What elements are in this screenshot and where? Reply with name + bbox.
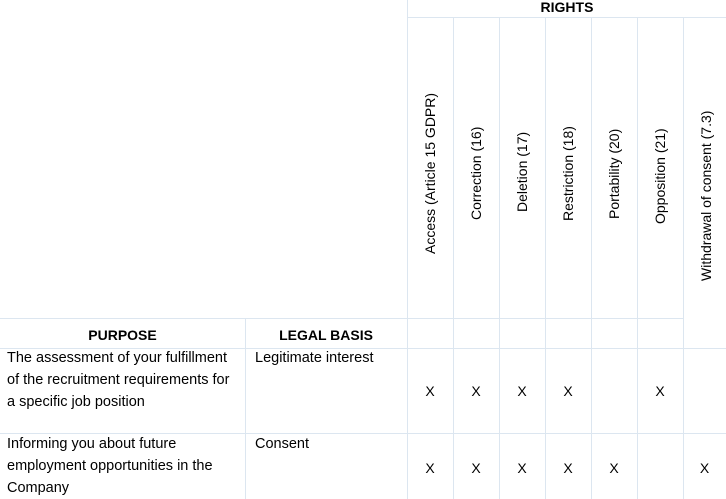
row-1-mark-restriction: X [563, 383, 573, 399]
right-header-deletion: Deletion (17) [514, 131, 530, 212]
right-header-restriction: Restriction (18) [560, 126, 576, 221]
row-1-mark-access: X [425, 383, 435, 399]
row-2-mark-deletion: X [517, 460, 527, 476]
row-2-mark-withdrawal: X [699, 460, 710, 476]
row-2-mark-correction: X [471, 460, 481, 476]
purpose-header: PURPOSE [88, 327, 157, 343]
right-header-portability: Portability (20) [606, 128, 622, 219]
row-2-mark-portability: X [609, 460, 619, 476]
grid-line [408, 17, 726, 18]
right-header-access: Access (Article 15 GDPR) [422, 92, 438, 254]
grid-line [683, 17, 684, 499]
right-header-withdrawal: Withdrawal of consent (7.3) [698, 110, 714, 281]
right-header-correction: Correction (16) [468, 126, 484, 220]
row-2-mark-restriction: X [563, 460, 573, 476]
row-2-mark-access: X [425, 460, 435, 476]
row-1-mark-opposition: X [655, 383, 665, 399]
right-header-opposition: Opposition (21) [652, 128, 668, 224]
row-2-legal-basis: Consent [255, 436, 310, 452]
legal-basis-header: LEGAL BASIS [279, 327, 373, 343]
row-1-mark-correction: X [471, 383, 481, 399]
grid-line [407, 0, 408, 499]
rights-header: RIGHTS [540, 0, 594, 15]
row-1-legal-basis: Legitimate interest [255, 350, 374, 366]
grid-line [453, 17, 454, 499]
row-2-purpose: Informing you about future employment opportunities in the Company [7, 436, 213, 496]
row-1-mark-deletion: X [517, 383, 527, 399]
grid-line [637, 17, 638, 499]
row-1-purpose: The assessment of your fulfillment of the recruitment requirements for a specific job position [7, 350, 230, 410]
grid-line [591, 17, 592, 499]
grid-line [499, 17, 500, 499]
grid-line [545, 17, 546, 499]
